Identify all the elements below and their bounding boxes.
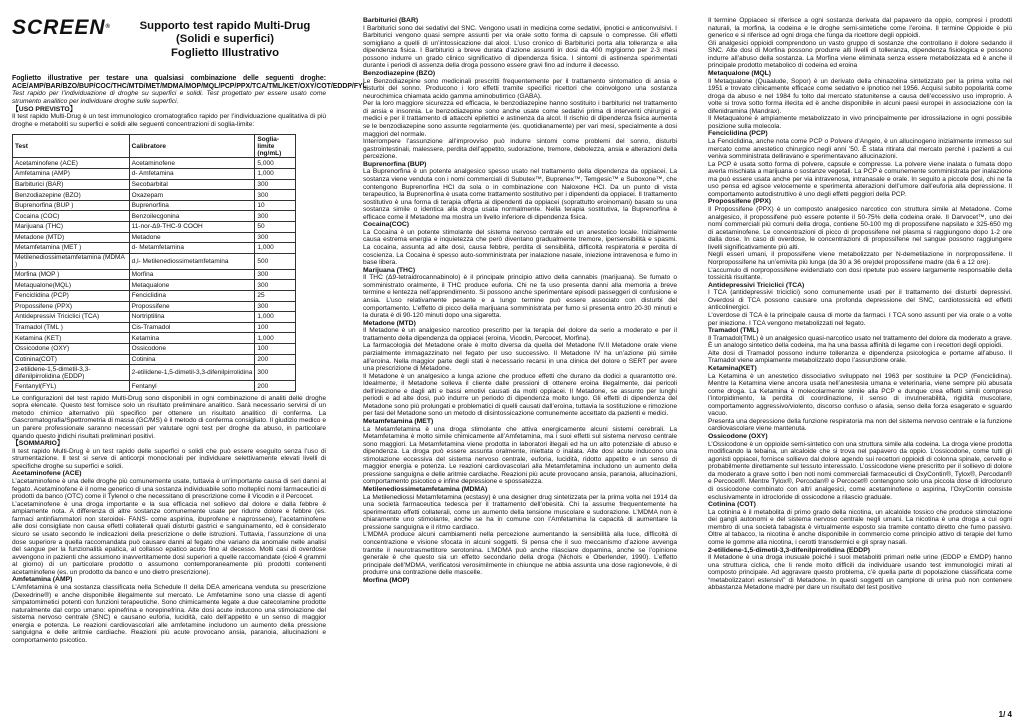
table-cell: Fenciclidina (PCP) (13, 291, 130, 302)
section-heading: Metaqualone (MQL) (708, 69, 772, 77)
table-cell: 1,000 (255, 169, 296, 180)
section-paragraph: Alte dosi di Tramadol possono indurre tolleranza e dipendenza psicologica e portarne all’abuso. Il Tramadol viene ampiamente metabolizzato dopo l’assunzione orale. (708, 349, 1012, 365)
section-paragraph: Gli analgesici oppioidi comprendono un vasto gruppo di sostanze che controllano il dolore sedando il SNC. Alte dosi di Morfina possono produrre alti livelli di tolleranza, dipendenza fisiologica e possono indurre all’abuso della sostanza. La Morfina viene eliminata senza essere metabolizzata ed è anche il principale prodotto metabolico di codeina ed eroina (708, 39, 1012, 70)
table-row (13, 322, 296, 333)
table-row (13, 365, 296, 381)
table-row (13, 253, 296, 269)
section-heading: 2-etilidene-1,5-dimetil-3,3-difenilpirrolidina (EDDP) (708, 546, 871, 554)
table-header-cell: Calibratore (129, 135, 255, 158)
section-paragraph: La PCP è usata sotto forma di polvere, capsule e compresse. La polvere viene inalata o fumata dopo averla mischiata a marijuana o sostanze vegetali. La PCP è comunemente somministrata per inalazione ma può essere usata anche per via intravenosa, intranasale e orale. In seguito a piccole dosi, chi ne fa uso pensa ed agisce velocemente e sperimenta alterazioni dell’umore dall’euforia alla depressione. Il comportamento autodistruttivo è uno degli effetti peggiori della PCP. (708, 160, 1012, 198)
table-cell: Secobarbital (129, 179, 255, 190)
table-cell: 500 (255, 253, 296, 269)
table-cell: 200 (255, 381, 296, 392)
section-heading: Metadone (MTD) (363, 319, 416, 327)
section-paragraph: Negli esseri umani, il propossifene viene metabolizzato per N-demetilazione in norpropossifene. Il Norpropossifene ha un’emivita più lunga (da 30 a 36 ore)del propossifene madre (da 6 a 12 ore). (708, 251, 1012, 266)
table-header-cell: Soglia-limite (ng/mL) (255, 135, 296, 158)
section-heading: Fenciclidina (PCP) (708, 130, 768, 138)
table-cell: 300 (255, 179, 296, 190)
table-cell: d- Metamfetamina (129, 243, 255, 254)
after-table-text: Le configurazioni del test rapido Multi-Drug sono disponibili in ogni combinazione di analiti delle droghe sopra elencate. Questo test fornisce solo un risultato preliminare analitico. Sarà necessario servirsi di un metodo chimico alternativo più specifico per ottenere un risultato analitico di conferma. La Gascromatografia/Spettrometria di massa (GC/MS) è il metodo di conferma consigliato. Il giudizio medico e un parere professionale saranno necessari per valutare ogni test per droghe da abuso, in particolare quando questo indichi risultati preliminari positivi. (12, 394, 326, 440)
logo-text: SCREEN (12, 16, 106, 39)
table-cell: Buprenorfina (129, 200, 255, 211)
table-cell: Ketamina (KET) (13, 333, 130, 344)
table-cell: Acetaminofene (129, 158, 255, 169)
section-paragraph: L’Amfetamina è una sostanza classificata nella Schedule II della DEA americana venduta su prescrizione (Dexedrine®) e anche disponibile illegalmente sul mercato. Le Amfetamine sono una classe di agenti simpatomimetici potenti con funzioni terapeutiche. Sono chimicamente legate a due catecolamine prodotte naturalmente dal corpo umano: epinefrina e norepinefrina. Alte dosi acute inducono una stimolazione del sistema nervoso centrale (SNC) e causano euforia, lucidità, calo dell’appetito e un senso di maggior energia e potenza. Le reazioni cardiovascolari alle amfetamine includono un aumento della pressione sanguigna e delle aritmie cardiache. Reazioni più acute provocano ansia, paranoia, allucinazioni e comportamento psicotico. (12, 583, 326, 644)
table-cell: 300 (255, 365, 296, 381)
table-cell: 50 (255, 221, 296, 232)
table-cell: 300 (255, 280, 296, 291)
summary-text: Il test rapido Multi-Drug è un test rapido delle superfici o solidi che può essere eseguito senza l’uso di strumentazione. Il test si serve di anticorpi monoclonali per individuare selettivamente elevati livelli di specifiche droghe su superfici e solidi. (12, 447, 326, 470)
table-row (13, 333, 296, 344)
section-heading: Metilenediossimetamfetamina (MDMA) (363, 486, 488, 493)
subtitle: Foglietto illustrative per testare una qualsiasi combinazione delle seguenti droghe: ACE/AMP/BAR/BZO/BUP/COC/THC/MTD/MET/MDMA/MOP/MQL/PCP/PPX/TCA/TML/KET/OXY/COT/EDDP/FYL (12, 75, 367, 90)
table-body (13, 158, 296, 391)
section-paragraph: Il Metaqualone è ampiamente metabolizzato in vivo principalmente per idrossilazione in ogni possibile posizione sulla molecola. (708, 115, 1012, 130)
table-row (13, 269, 296, 280)
table-cell: Cotinina (129, 354, 255, 365)
registered-mark: ® (105, 24, 111, 30)
table-cell: 2-etilidene-1,5-dimetil-3,3-difenilpirrolidina (129, 365, 255, 381)
table-cell: 11-nor-Δ9-THC-9 COOH (129, 221, 255, 232)
section-paragraph: La Metamfetamina è una droga stimolante che attiva energicamente alcuni sistemi cerebrali. La Metamfetamina è molto simile chimicamente all’Amfetamina, ma i suoi effetti sul sistema nervoso centrale sono maggiori. La Metamfetamina viene prodotta in laboratori illegali ed ha un alto potenziale di abuso e dipendenza. La droga può essere assunta oralmente, iniettata o inalata. Alte dosi acute inducono una stimolazione eccessiva del sistema nervoso centrale, euforia, lucidità, ridotto appetito e un senso di maggior energia e potenza. Le reazioni cardiovascolari alla Metamfetamina includono un aumento della pressione sanguigna e delle aritmie cardiache. Reazioni più acute provocano ansia, paranoia, allucinazioni, comportamento psicotico e infine depressione e spossatezza. (363, 425, 677, 486)
section-paragraph: La Ketamina è un anestetico dissociativo sviluppato nel 1963 per sostituire la PCP (Fenciclidina). Mentre la Ketamina viene ancora usata nell’anestesia umana e veterinaria, viene sempre più abusata come droga. La Ketamina è molecolarmente simile alla PCP e dunque crea effetti simili compreso l’intorpidimento, la perdita di coordinazione, il senso di invulnerabilità, rigidità muscolare, comportamento aggressivo/violento, discorso confuso o afasia, senso della forza esagerato e sguardo vacuo. (708, 372, 1012, 418)
table-cell: 300 (255, 232, 296, 243)
table-cell: Propossifene (129, 301, 255, 312)
section-paragraph: La Fenciclidina, anche nota come PCP o Polvere d’Angelo, è un allucinogeno inizialmente immesso sul mercato come anestetico chirurgico negli anni ’50. È stata ritirata dal mercato perché i pazienti a cui veniva somministrata delliravano e sperimentavano allucinazioni. (708, 138, 1012, 161)
sections-column-2 (363, 17, 677, 584)
table-cell: Marijuana (THC) (13, 221, 130, 232)
section-paragraph: La Buprenorfina è un potente analgesico spesso usato nel trattamento della dipendenza da oppiacei. La sostanza viene venduta con i nomi commerciali di Subutex™, Buprenex™, Temgesic™ e Suboxone™, che contengono Buprenorfina HCl da sola o in combinazione con Naloxone HCl. Da un punto di vista terapeutico, la Buprenorfina è usata come trattamento sostitutivo per i dipendenti da oppiacei. Il trattamento sostitutivo è una forma di terapia offerta ai dipendenti da oppiacei (soprattutto eroinomani) basato su una sostanza simile o identica alla droga usata normalmente. Nella terapia sostitutiva, la Buprenorfina è efficace come il Metadone ma mostra un livello inferiore di dipendenza fisica. (363, 168, 677, 221)
table-cell: Metilenediossimetamfetamina (MDMA ) (13, 253, 130, 269)
section-paragraph: Il termine Oppiaceo si riferisce a ogni sostanza derivata dal papavero da oppio, compresi i prodotti naturali, la morfina, la codeina e le droghe semi-sintetiche come l’eroina. Il termine Oppioide è più generico e si riferisce ad ogni droga che funga da ricettore degli oppioidi. (708, 17, 1012, 40)
table-cell: 1,000 (255, 333, 296, 344)
section-paragraph: L’accumulo di norpropossifene evidenziato con dosi ripetute può essere largamente responsabile della tossicità risultante. (708, 266, 1012, 282)
section-paragraph: La Cocaina è un potente stimolante del sistema nervoso centrale ed un anestetico locale. Inizialmente causa estrema energia e inquietezza che però diventano gradualmente tremore, ipersensibilità e spasmi. La cocaina, assunta ad alte dosi, causa febbre, perdita di sensibilità, difficoltà respiratoria e perdita di coscienza. La Cocaina è spesso auto-somministrata per inalazione nasale, iniezione intravenosa e fumo in base libera. (363, 228, 677, 267)
section-heading: Benzodiazepine (BZO) (363, 69, 436, 77)
section-paragraph: L’acetaminofene è una droga importante e la sua efficacia nel sollievo dal dolore e dalla febbre è ampiamente nota. A differenza di altre sostanze comunemente usate per ridurre dolore e febbre (es. farmaci antinfiammatori non steroidei- FANS- come aspirina, ibuprofene e naprossene), l’acetaminofene alle dosi consigliate non causa effetti collaterali quali disturbi gastrici e sanguinamento, ed è considerato sicuro se usato secondo le indicazioni della prescrizione o delle istruzioni. Tuttavia, l’assunzione di una dose superiore a quella raccomandata può causare danni al fegato che variano da anomalie nelle analisi del sangue per la funzionalità epatica, al collasso epatico acuto fino al decesso. Molti casi di overdose avvengono in pazienti che assumono inavvertitamente dosi superiori a quelle raccomandate (cioè 4 grammi al giorno) di un particolare prodotto o assumono contemporaneamente più prodotti contenenti acetaminofene (es. un prodotto da banco e uno dietro prescrizione). (12, 500, 326, 576)
section-paragraph: La Metilenediossi Metamfetamina (ecstasy) è una designer drug sintetizzata per la prima volta nel 1914 da una società farmaceutica tedesca per il trattamento dell’obesità. Chi la assume frequentemente ha sperimentato effetti collaterali, come un aumento della tensione muscolare e sudorazione. L’MDMA non è chiaramente uno stimolante, anche se ha in comune con l’Amfetamina la capacità di aumentare la pressione sanguigna e il ritmo cardiaco. (363, 493, 677, 531)
section-paragraph: La cotinina è il metabolita di primo grado della nicotina, un alcaloide tossico che produce stimolazione dei gangli autonomi e del sistema nervoso centrale negli umani. La nicotina è una droga a cui ogni membro di una società tabagista è virtualmente esposto sia tramite contatto diretto che fumo passivo. Oltre al tabacco, la nicotina è anche disponibile in commercio come principio attivo di terapie del fumo come le gomme alla nicotina, i cerotti transdermici e gli spray nasali. (708, 508, 1012, 546)
table-cell: Amfetamina (AMP) (13, 169, 130, 180)
table-cell: Cotinina(COT) (13, 354, 130, 365)
table-cell: 100 (255, 343, 296, 354)
section-heading: Cocaina(COC) (363, 221, 410, 229)
section-heading: Barbiturici (BAR) (363, 17, 419, 24)
section-paragraph: Interrompere l’assunzione all’improvviso può indurre sintomi come problemi del sonno, disturbi gastrointestinali, malessere, perdita dell’appetito, sudorazione, tremore, debolezza, ansia e alterazioni della percezione. (363, 138, 677, 161)
sections-column-3 (708, 17, 1012, 592)
table-cell: 1,000 (255, 312, 296, 323)
intro-text: Test rapido per l’individuazione di droghe su superfici e solidi. Test progettato per essere usato come strumento analitico per individuare droghe sulle superfici. (12, 90, 326, 105)
table-cell: Benzodiazepine (BZO) (13, 190, 130, 201)
table-cell: Morfina (MOP ) (13, 269, 130, 280)
table-row (13, 312, 296, 323)
column-3 (708, 17, 1012, 592)
section-heading: Tramadol (TML) (708, 327, 759, 335)
section-paragraph: L’Ossicodone è un oppioide semi-sintetico con una struttura simile alla codeina. La droga viene prodotta modificando la tebaina, un alcaloide che si trova nel papavero da oppio. L’ossicodone, come tutti gli agonisti oppiacei, fornisce sollievo dal dolore agendo sui recettori oppioidi di colonna spinale, cervello e probabilmente direttamente sul tessuto interessato. L’ossicodone viene prescritto per il sollievo di dolore da moderato a grave sotto i ben noti nomi commerciali farmaceutici di OxyContin®, Tylox®, Percodan® e Percocet®. Mentre Tylox®, Percodan® e Percocet® contengono solo una piccola dose di idrocloruro di ossicodone combinato con altri analgesici, come acetaminofene o aspirina, l’OxyContin consiste esclusivamente in idrocloride di ossicodone a rilascio graduale. (708, 440, 1012, 501)
use-text: Il test rapido Multi-Drug è un test immunologico cromatografico rapido per l’individuazione qualitativa di più droghe e metaboliti su superfici e solidi alle seguenti concentrazioni di soglia-limite: (12, 113, 326, 128)
table-cell: Metadone (129, 232, 255, 243)
section-paragraph: Il THC (Δ9-tetraidrocannabinolo) è il principale principio attivo della cannabis (marijuana). Se fumato o somministrato oralmente, il THC produce euforia. Chi ne fa uso presenta danni alla memoria a breve termine e lentezza nell’apprendimento. Si possono anche sperimentare episodi passeggeri di confusione e ansia. L’uso relativamente pesante e a lungo termine può essere associato con disturbi del comportamento. L’effetto di picco della marijuana somministrata per fumo si presenta entro 20-30 minuti e la durata è di 90-120 minuti dopo una sigaretta. (363, 274, 677, 320)
section-heading: Amfetamina (AMP) (12, 576, 73, 584)
table-cell: Acetaminofene (ACE) (13, 158, 130, 169)
section-paragraph: Il Metadone è una droga inusuale poiché i suoi metaboliti primari nelle urine (EDDP e EMDP) hanno una struttura ciclica, che li rende molto difficili da individuare usando test immunologici mirati al composto principale. Ad aggravare questo problema, c’è quella parte di popolazione classificata come “metabolizzatori estensivi” di Metadone. In questi soggetti un campione di urina può non contenere abbastanza Metadone madre per dare un risultato del test positivo (708, 554, 1012, 592)
section-heading: Morfina (MOP) (363, 576, 410, 584)
section-heading: Ketamina(KET) (708, 364, 757, 372)
section-heading: Ossicodone (OXY) (708, 433, 768, 441)
table-row (13, 221, 296, 232)
section-paragraph: L’overdose di TCA è la principale causa di morte da farmaci. I TCA sono assunti per via orale o a volte per iniezione. I TCA vengono metabolizzati nel fegato. (708, 311, 1012, 327)
table-cell: Metadone (MTD) (13, 232, 130, 243)
section-heading: Acetaminofene (ACE) (12, 470, 82, 478)
table-header-row (13, 135, 296, 158)
table-row (13, 190, 296, 201)
table-row (13, 211, 296, 222)
section-paragraph: Il Tramadol(TML) è un analgesico quasi-narcotico usato nel trattamento del dolore da moderato a grave. È un analogo sintetico della codeina, ma ha una bassa affinità di legame con i recettori degli oppioidi. (708, 334, 1012, 350)
table-row (13, 301, 296, 312)
table-cell: Buprenorfina (BUP ) (13, 200, 130, 211)
title-line-3: Foglietto Illustrativo (171, 46, 279, 59)
table-cell: Fentanyl(FYL) (13, 381, 130, 392)
table-cell: Tramadol (TML ) (13, 322, 130, 333)
section-heading: Propossifene (PPX) (708, 198, 772, 206)
table-row (13, 200, 296, 211)
title-line-1: Supporto test rapido Multi-Drug (139, 20, 311, 32)
column-1 (12, 14, 367, 644)
table-cell: Fentanyl (129, 381, 255, 392)
use-heading: 【USO PREVISTO】 (12, 105, 77, 113)
section-heading: Metamfetamina (MET) (363, 417, 434, 425)
table-cell: 300 (255, 269, 296, 280)
section-paragraph: I Barbiturici sono dei sedativi del SNC. Vengono usati in medicina come sedativi, ipnotici e anticonvulsivi. I Barbiturici vengono quasi sempre assunti per via orale sotto forma di capsule o compresse. Gli effetti somigliano a quelli di un’intossicazione dal alcol. L’uso cronico di Barbiturici porta alla tolleranza e alla dipendenza fisica. I Barbiturici a breve durata d’azione assunti in dosi da 400 mg/giorno per 2-3 mesi possono indurre un grado clinico significativo di dipendenza fisica. I sintomi di astinenza sperimentati durante i periodi di assenza della droga possono essere gravi fino ad indurre il decesso. (363, 24, 677, 70)
table-cell: Barbiturici (BAR) (13, 179, 130, 190)
table-cell: 10 (255, 200, 296, 211)
table-cell: Metaqualone(MQL) (13, 280, 130, 291)
table-cell: 5,000 (255, 158, 296, 169)
table-header-cell: Test (13, 135, 130, 158)
page-number: 1/ 4 (998, 710, 1012, 719)
table-cell: Morfina (129, 269, 255, 280)
section-paragraph: L’MDMA produce alcuni cambiamenti nella percezione aumentando la sensibilità alla luce, difficoltà di concentrazione e visione sfocata in alcuni soggetti. Si pensa che il suo meccanismo d’azione avvenga tramite il neurotrasmettitore serotonina. L’MDMA può anche rilasciare dopamina, anche se l’opinione generale è che questo sia un effetto secondario della droga (Nichols e Oberlender, 1990). L’effetto principale dell’MDMA, verificatosi verosimilmente in chiunque ne abbia assunta una dose ragionevole, è di produrre una contrazione delle mascelle. (363, 531, 677, 577)
section-paragraph: Presenta una depressione della funzione respiratoria ma non del sistema nervoso centrale e la funzione cardiovascolare viene mantenuta. (708, 417, 1012, 433)
title-line-2: (Solidi e superfici) (176, 33, 274, 46)
table-cell: Cocaina (COC) (13, 211, 130, 222)
table-cell: 200 (255, 354, 296, 365)
table-row (13, 354, 296, 365)
section-paragraph: Il Metadone è un analgesico narcotico prescritto per la terapia del dolore da serio a moderato e per il trattamento della dipendenza da oppiacei (eroina, Vicodin, Percocet, Morfina). (363, 327, 677, 342)
table-cell: Cis-Tramadol (129, 322, 255, 333)
section-paragraph: Per la loro maggiore sicurezza ed efficacia, le benzodiazepine hanno sostituito i barbiturici nel trattamento di ansia e insonnia. Le benzodiazepine sono anche usate come sedativi prima di interventi chirurgici e medici e per il trattamento di attacchi epilettici e astinenza da alcol. Il rischio di dipendenza fisica aumenta se le benzodiazepine sono assunte regolarmente (es. quotidianamente) per vari mesi, specialmente a dosi maggiori del normale. (363, 100, 677, 138)
table-cell: Ossicodone (OXY) (13, 343, 130, 354)
table-cell: Antidepressivi Triciclici (TCA) (13, 312, 130, 323)
table-row (13, 291, 296, 302)
table-cell: Ossicodone (129, 343, 255, 354)
table-cell: 300 (255, 301, 296, 312)
table-cell: Benzoilecgonina (129, 211, 255, 222)
table-cell: Ketamina (129, 333, 255, 344)
section-heading: Buprenorfina (BUP) (363, 160, 427, 168)
document-header (12, 14, 326, 72)
sections-column-1 (12, 470, 326, 644)
column-2 (363, 17, 677, 584)
section-paragraph: L’acetaminofene è una delle droghe più comunemente usate, tuttavia è un’importante causa di seri danni al fegato. Acetaminofene è il nome generico di una sostanza individuabile sotto molteplici nomi farmaceutici di prodotti da banco (OTC) come il Tylenol o che necessitano di prescrizione come il Vicodin e il Percocet. (12, 478, 326, 501)
table-cell: d,l- Metilenediossimetamfetamina (129, 253, 255, 269)
section-heading: Marijuana (THC) (363, 266, 416, 274)
section-paragraph: I TCA (antidepressivi triciclici) sono comunemente usati per il trattamento dei disturbi depressivi. Overdosi di TCA possono causare una profonda depressione del SNC, cardiotossicità ed effetti anticolinergici. (708, 289, 1012, 312)
table-cell: Fenciclidina (129, 291, 255, 302)
table-row (13, 381, 296, 392)
document-title (130, 20, 320, 60)
summary-heading: 【SOMMARIO】 (12, 440, 64, 448)
table-row (13, 179, 296, 190)
table-cell: Metaqualone (129, 280, 255, 291)
table-row (13, 158, 296, 169)
table-cell: 100 (255, 322, 296, 333)
cutoff-table (12, 134, 296, 392)
table-row (13, 243, 296, 254)
section-heading: Cotinina (COT) (708, 501, 756, 509)
section-paragraph: Il Metaqualone (Quaalude, Sopor) è un derivato della chinazolina sintetizzato per la prima volta nel 1951 e trovato clinicamente efficace come sedativo e ipnotico nel 1956. Acquisì subito popolarità come droga da abuso e nel 1984 fu tolto dal mercato statunitense a causa dell’eccessivo uso improprio. A volte si trova sotto forma illecita ed è anche disponibile in alcuni paesi europei in associazione con la difenidramina (Mandrax). (708, 77, 1012, 115)
table-row (13, 343, 296, 354)
table-cell: Propossifene (PPX) (13, 301, 130, 312)
table-cell: Metamfetamina (MET ) (13, 243, 130, 254)
table-cell: Nortriptilina (129, 312, 255, 323)
brand-logo (12, 16, 111, 39)
section-paragraph: Il Propossifene (PPX) è un composto analgesico narcotico con struttura simile al Metadone. Come analgesico, il propossifene può essere potente il 50-75% della codeina orale. Il Darvocet™, uno dei nomi commerciali più comuni della droga, contiene 50-100 mg di propossifene napsilato e 325-650 mg di acetaminofene. Le concentrazioni di picco di propossifene nel plasma si raggiungono dopo 1-2 ore dalla dose. In caso di overdose, le concentrazioni di propossifene nel sangue possono raggiungere livelli significativamente più alti. (708, 206, 1012, 251)
section-paragraph: La farmacologia del Metadone orale è molto diversa da quella del Metadone IV.Il Metadone orale viene parzialmente immagazzinato nel fegato per uso successivo. Il Metadone IV ha un’azione più simile all’eroina. Nella maggior parte degli stati è necessario recarsi in una clinica del dolore o SERT per avere una prescrizione di Metadone. (363, 342, 677, 373)
table-cell: Oxazepam (129, 190, 255, 201)
table-cell: d- Amfetamina (129, 169, 255, 180)
table-cell: 300 (255, 190, 296, 201)
section-paragraph: Le Benzodiazepine sono medicinali prescritti frequentemente per il trattamento sintomatico di ansia e disturbi del sonno. Producono i loro effetti tramite specifici ricettori che coinvolgono una sostanza neurochimica chiamata acido gamma aminobutirrico (GABA). (363, 77, 677, 100)
table-cell: 1,000 (255, 243, 296, 254)
section-paragraph: Il Metadone è un analgesico a lunga azione che produce effetti che durano da dodici a quarantotto ore. Idealmente, il Metadone solleva il cliente dalle pressioni di ottenere eroina illegalmente, dai pericoli dell’iniezione e dagli alti e bassi emotivi causati da molti oppiacei. Il Metadone, se assunto per lunghi periodi e ad alte dosi, può indurre un periodo di dipendenza molto lungo. Gli effetti di dipendenza del Metadone sono più prolungati e problematici di quelli causati dall’eroina, tuttavia la sostituzione e rimozione per fasi del Metadone sono un metodo di disintossicazione comunemente accettato da pazienti e medici. (363, 372, 677, 418)
table-row (13, 232, 296, 243)
table-cell: 2-etilidene-1,5-dimetil-3,3-difenilpirrolidina (EDDP) (13, 365, 130, 381)
table-row (13, 280, 296, 291)
table-cell: 25 (255, 291, 296, 302)
table-cell: 300 (255, 211, 296, 222)
table-row (13, 169, 296, 180)
section-heading: Antidepressivi Triciclici (TCA) (708, 281, 805, 289)
